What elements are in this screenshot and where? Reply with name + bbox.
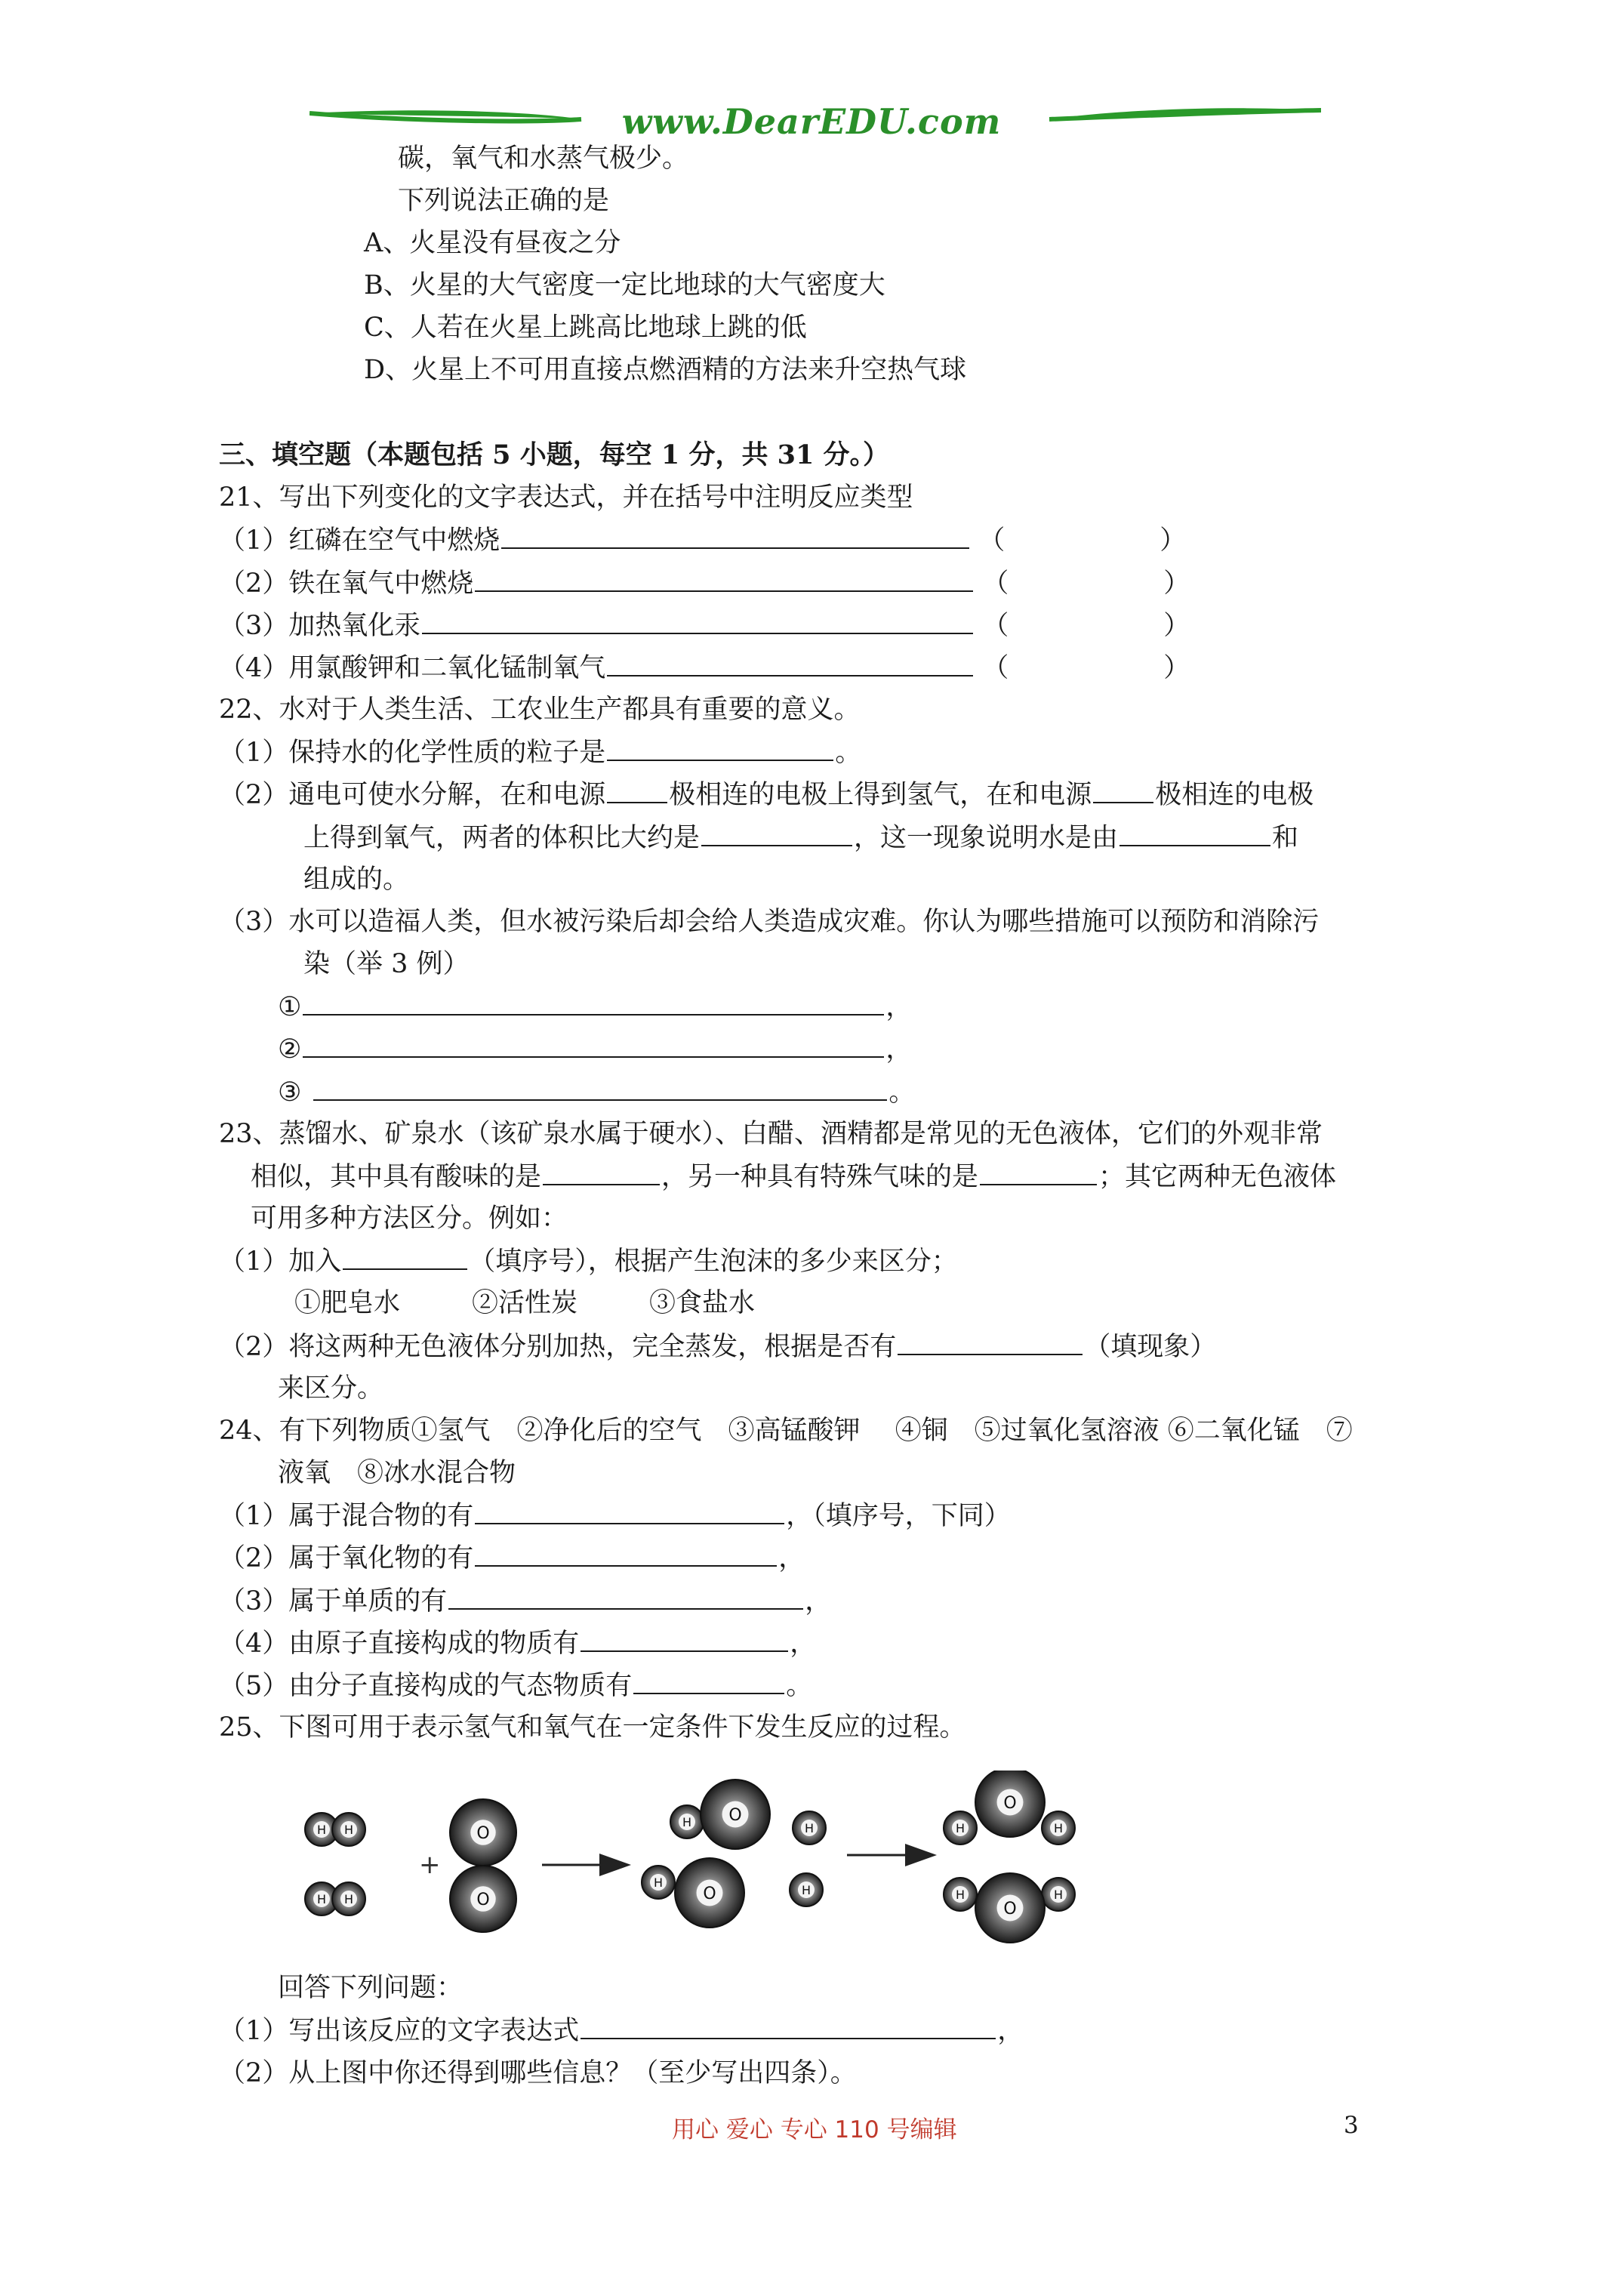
q20-option-b: B、火星的大气密度一定比地球的大气密度大 (364, 270, 885, 300)
q21-item-2 (219, 568, 1190, 598)
svg-text:H: H (1053, 1821, 1064, 1835)
q25-part-2: （2）从上图中你还得到哪些信息？（至少写出四条）。 (219, 2058, 857, 2088)
svg-text:H: H (316, 1892, 327, 1906)
svg-text:H: H (955, 1821, 965, 1835)
svg-text:H: H (682, 1815, 692, 1829)
hydrogen-atom (332, 1882, 365, 1915)
q24-item-2: （2）属于氧化物的有 ， (219, 1543, 805, 1573)
oxygen-atom (975, 1873, 1045, 1943)
q24-line-2: 液氧 ⑧冰水混合物 (278, 1458, 516, 1488)
q21-item-1 (219, 525, 1186, 555)
type-paren[interactable]: （ ） (982, 653, 1190, 683)
q21-item-label: （4）用氯酸钾和二氧化锰制氧气 (219, 653, 606, 683)
site-watermark: www.DearEDU.com (621, 101, 1002, 142)
svg-text:O: O (1003, 1900, 1017, 1918)
oxygen-atom (975, 1771, 1045, 1837)
svg-text:H: H (653, 1875, 664, 1890)
q22-measure-2: ② ， (278, 1034, 913, 1065)
answer-blank[interactable] (607, 652, 973, 676)
answer-blank[interactable] (607, 779, 667, 803)
oxygen-atom (450, 1866, 516, 1932)
q24-line-1: 24、有下列物质①氢气 ②净化后的空气 ③高锰酸钾 ④铜 ⑤过氧化氢溶液 ⑥二氧化锰 ⑦ (219, 1416, 1353, 1446)
q23-line-1: 23、蒸馏水、矿泉水（该矿泉水属于硬水）、白醋、酒精都是常见的无色液体，它们的外观非常 (219, 1119, 1323, 1149)
q21-item-3 (219, 610, 1190, 640)
svg-text:O: O (1003, 1794, 1017, 1813)
hydrogen-atom (944, 1811, 977, 1845)
answer-blank[interactable] (1119, 822, 1270, 846)
answer-blank[interactable] (475, 568, 973, 592)
q22-stem: 22、水对于人类生活、工农业生产都具有重要的意义。 (219, 695, 861, 725)
section-title: 三、填空题（本题包括 5 小题，每空 1 分，共 31 分。） (219, 439, 890, 470)
q22-measure-3: ③ 。 (278, 1077, 916, 1108)
q20-option-c: C、人若在火星上跳高比地球上跳的低 (364, 313, 807, 343)
type-paren[interactable]: （ ） (978, 525, 1187, 556)
q23-part-2-cont: 来区分。 (278, 1373, 384, 1404)
answer-blank[interactable] (448, 1586, 803, 1610)
q24-item-1: （1）属于混合物的有 ，（填序号，下同） (219, 1501, 1011, 1531)
answer-blank[interactable] (475, 1542, 777, 1567)
svg-text:H: H (343, 1823, 354, 1837)
svg-text:O: O (728, 1806, 742, 1825)
q22-part-1: （1）保持水的化学性质的粒子是 。 (219, 738, 862, 768)
q23-line-2: 相似，其中具有酸味的是 ，另一种具有特殊气味的是 ；其它两种无色液体 (251, 1162, 1337, 1192)
q21-item-label: （3）加热氧化汞 (219, 611, 421, 641)
hydrogen-atom (332, 1813, 365, 1846)
answer-blank[interactable] (633, 1670, 784, 1694)
hydrogen-atom (1042, 1878, 1075, 1911)
hydrogen-atom (944, 1878, 977, 1911)
q25-answer-intro: 回答下列问题： (278, 1973, 463, 2003)
q23-option-1: ①肥皂水 (294, 1288, 401, 1318)
svg-text:O: O (476, 1891, 490, 1909)
svg-text:H: H (343, 1892, 354, 1906)
q25-part-1: （1）写出该反应的文字表达式 ， (219, 2016, 1024, 2046)
svg-text:H: H (316, 1823, 327, 1837)
answer-blank[interactable] (898, 1331, 1083, 1355)
oxygen-atom (450, 1799, 516, 1866)
q23-options (294, 1288, 755, 1318)
q22-measure-1: ① ， (278, 992, 913, 1022)
hydrogen-atom (642, 1866, 675, 1899)
answer-blank[interactable] (303, 1034, 884, 1058)
q22-part-2-line-3: 组成的。 (303, 864, 410, 895)
answer-blank[interactable] (1093, 779, 1153, 803)
answer-blank[interactable] (701, 822, 852, 846)
hydrogen-atom (790, 1873, 823, 1906)
q23-part-1: （1）加入 （填序号），根据产生泡沫的多少来区分； (219, 1247, 958, 1277)
q20-stem: 下列说法正确的是 (398, 186, 610, 216)
q23-part-2: （2）将这两种无色液体分别加热，完全蒸发，根据是否有 （填现象） (219, 1332, 1217, 1362)
q24-item-3: （3）属于单质的有 ， (219, 1586, 832, 1616)
answer-blank[interactable] (343, 1246, 467, 1270)
answer-blank[interactable] (501, 525, 969, 549)
q21-item-label: （1）红磷在空气中燃烧 (219, 525, 500, 556)
svg-text:H: H (804, 1821, 815, 1835)
answer-blank[interactable] (475, 1500, 784, 1524)
q20-option-d: D、火星上不可用直接点燃酒精的方法来升空热气球 (364, 355, 967, 385)
svg-text:O: O (476, 1824, 490, 1843)
answer-blank[interactable] (607, 737, 833, 761)
q23-option-3: ③食盐水 (649, 1288, 756, 1318)
q22-part-3-line-2: 染（举 3 例） (303, 949, 470, 979)
answer-blank[interactable] (980, 1161, 1097, 1185)
oxygen-atom (701, 1780, 770, 1849)
q22-part-2-line-1: （2）通电可使水分解，在和电源 极相连的电极上得到氢气，在和电源 极相连的电极 (219, 780, 1314, 810)
type-paren[interactable]: （ ） (982, 569, 1190, 599)
type-paren[interactable]: （ ） (982, 611, 1190, 641)
q20-option-a: A、火星没有昼夜之分 (364, 228, 621, 258)
hydrogen-atom (1042, 1811, 1075, 1845)
answer-blank[interactable] (422, 610, 973, 634)
q25-stem: 25、下图可用于表示氢气和氧气在一定条件下发生反应的过程。 (219, 1712, 966, 1743)
svg-text:H: H (801, 1883, 812, 1897)
svg-text:H: H (955, 1888, 965, 1902)
q23-line-3: 可用多种方法区分。例如： (251, 1203, 568, 1234)
q20-continuation: 碳，氧气和水蒸气极少。 (398, 143, 689, 174)
footer-slogan: 用心 爱心 专心 110 号编辑 (672, 2116, 957, 2143)
q22-part-3-line-1: （3）水可以造福人类，但水被污染后却会给人类造成灾难。你认为哪些措施可以预防和消除污 (219, 907, 1320, 937)
q21-item-label: （2）铁在氧气中燃烧 (219, 569, 474, 599)
hydrogen-atom (670, 1805, 704, 1838)
answer-blank[interactable] (581, 1628, 788, 1652)
q22-part-2-line-2: 上得到氧气，两者的体积比大约是 ，这一现象说明水是由 和 (303, 823, 1299, 853)
answer-blank[interactable] (313, 1077, 887, 1101)
q21-item-4 (219, 652, 1190, 683)
answer-blank[interactable] (543, 1161, 660, 1185)
q21-stem: 21、写出下列变化的文字表达式，并在括号中注明反应类型 (219, 482, 913, 513)
plus-sign: + (419, 1850, 441, 1880)
page-number: 3 (1344, 2112, 1359, 2139)
reaction-diagram (302, 1771, 1117, 1952)
hydrogen-atom (793, 1811, 826, 1845)
answer-blank[interactable] (581, 2015, 996, 2039)
svg-text:H: H (1053, 1888, 1064, 1902)
q24-item-5: （5）由分子直接构成的气态物质有 。 (219, 1671, 813, 1701)
answer-blank[interactable] (303, 991, 884, 1015)
svg-text:O: O (703, 1885, 716, 1903)
q23-option-2: ②活性炭 (472, 1288, 578, 1318)
q24-item-4: （4）由原子直接构成的物质有 ， (219, 1629, 817, 1659)
oxygen-atom (675, 1858, 744, 1928)
